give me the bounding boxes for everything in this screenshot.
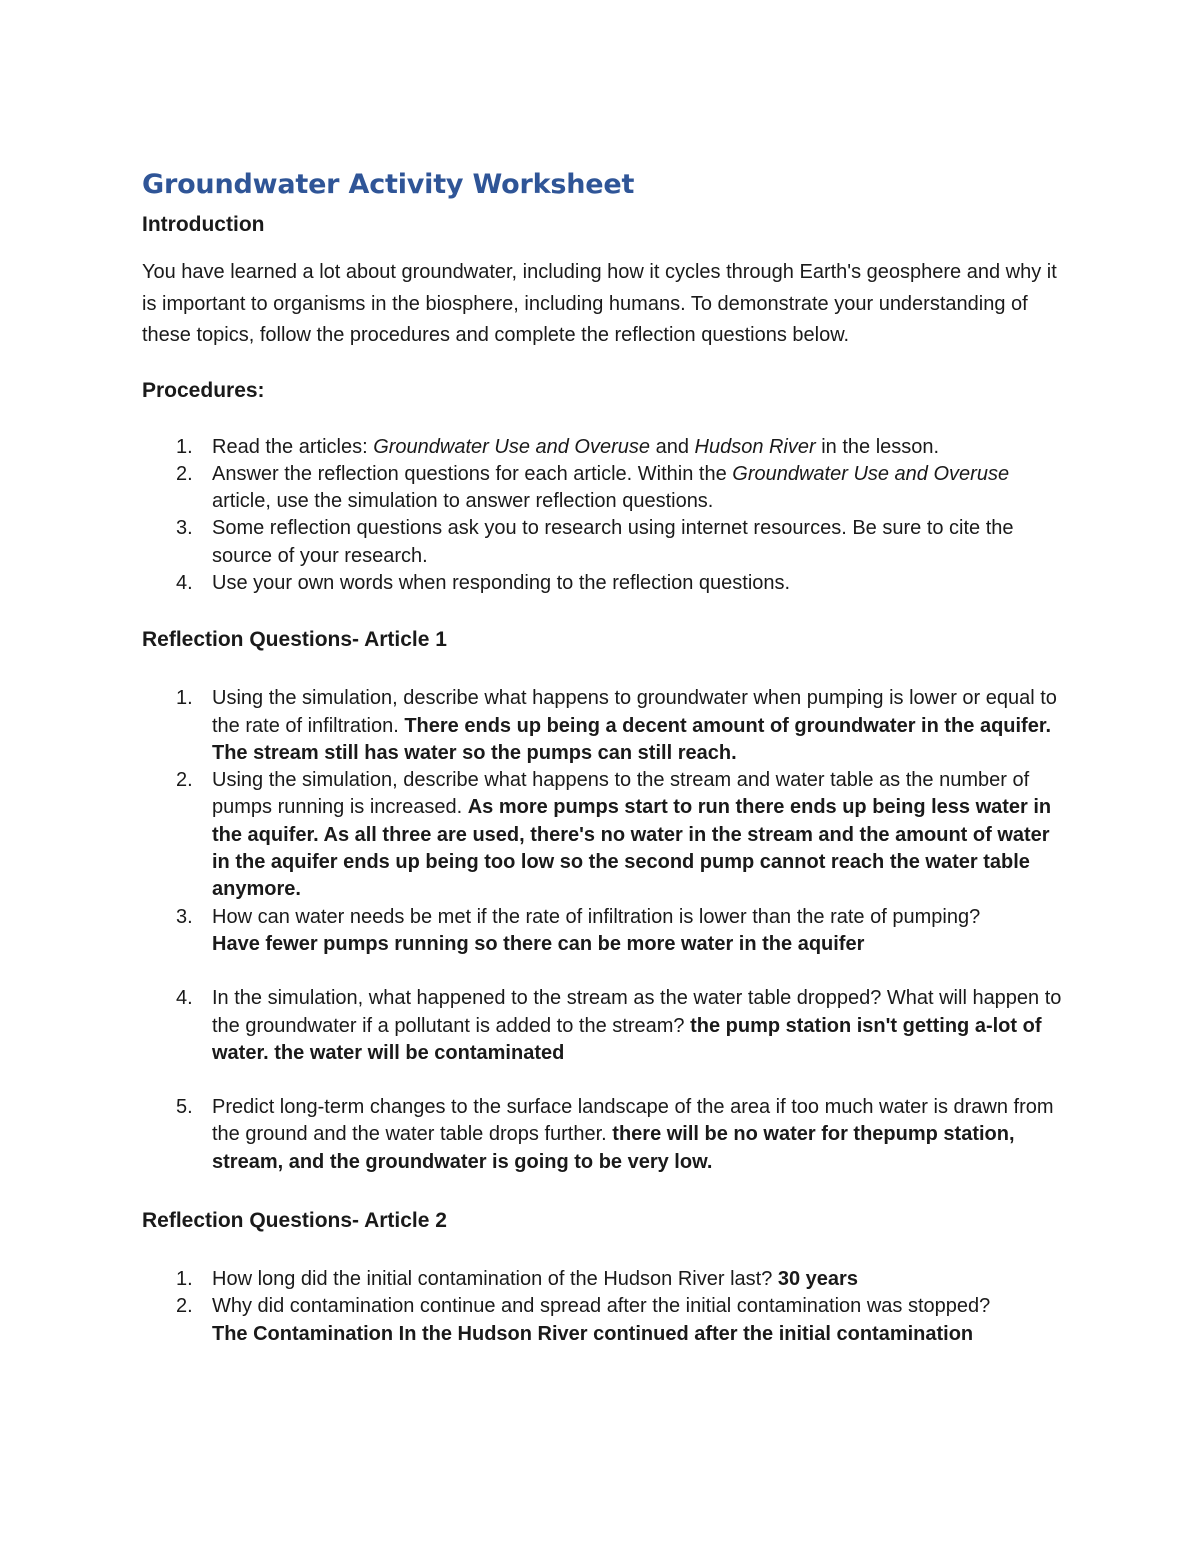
procedure-item: 2. Answer the reflection questions for each article. Within the Groundwater Use and Overuse article, use the simulation to answer reflection questions. [176, 462, 1010, 513]
question-item: 1. Using the simulation, describe what happens to groundwater when pumping is lower or equal to the rate of infiltration. There ends up being a decent amount of groundwater in the aquifer. The stream still has water so the pumps can still reach. [176, 687, 1057, 764]
question-item: 3. How can water needs be met if the rate of infiltration is lower than the rate of pumping? Have fewer pumps running so there can be more water in the aquifer [142, 904, 1062, 986]
question-item: 5. Predict long-term changes to the surface landscape of the area if too much water is drawn from the ground and the water table drops further. there will be no water for thepump station, stream, and the groundwater is going to be very low. [176, 1096, 1054, 1173]
procedures-list [142, 434, 1062, 598]
article-title: Hudson River [694, 435, 816, 458]
question-text: How long did the initial contamination of the Hudson River last? [212, 1268, 773, 1291]
worksheet-page [142, 168, 1062, 1348]
procedure-item: 3. Some reflection questions ask you to research using internet resources. Be sure to cite the source of your research. [176, 517, 1014, 567]
introduction-heading: Introduction [142, 213, 265, 236]
question-item: 2. Why did contamination continue and spread after the initial contamination was stopped? The Contamination In the Hudson River continued after the initial contamination [142, 1293, 1062, 1348]
procedures-heading: Procedures: [142, 378, 265, 402]
article1-heading: Reflection Questions- Article 1 [142, 628, 447, 652]
procedure-item: 4. Use your own words when responding to the reflection questions. [176, 571, 791, 594]
article1-questions [142, 685, 1062, 1176]
answer-text: As more pumps start to run there ends up being less water in the aquifer. As all three are used, there's no water in the stream and the amount of water in the aquifer ends up being too low so the second pump cannot reach the water table anymore. [212, 796, 1052, 901]
question-text: Using the simulation, describe what happens to the stream and water table as the number of pumps running is increased. [212, 769, 1030, 819]
question-item: 4. In the simulation, what happened to the stream as the water table dropped? What will happen to the groundwater if a pollutant is added to the stream? the pump station isn't getting a-lot of water. the water will be contaminated [176, 987, 1062, 1064]
page-title: Groundwater Activity Worksheet [142, 169, 635, 200]
article-title: Groundwater Use and Overuse [373, 435, 651, 458]
answer-text: The Contamination In the Hudson River continued after the initial contamination [212, 1322, 974, 1345]
article2-questions [142, 1266, 1062, 1348]
answer-text: There ends up being a decent amount of groundwater in the aquifer. The stream still has water so the pumps can still reach. [212, 714, 1052, 764]
question-text: Using the simulation, describe what happens to groundwater when pumping is lower or equal to the rate of infiltration. [212, 687, 1057, 737]
question-text: Predict long-term changes to the surface landscape of the area if too much water is drawn from the ground and the water table drops further. [212, 1096, 1054, 1146]
introduction-text: You have learned a lot about groundwater, including how it cycles through Earth's geosphere and why it is important to organisms in the biosphere, including humans. To demonstrate your understanding of these topics, follow the procedures and complete the reflection questions below. [142, 261, 1057, 346]
article2-heading: Reflection Questions- Article 2 [142, 1209, 447, 1233]
procedure-item: 1. Read the articles: Groundwater Use and Overuse and Hudson River in the lesson. [176, 435, 940, 458]
article-title: Groundwater Use and Overuse [732, 462, 1010, 485]
question-item: 1. How long did the initial contamination of the Hudson River last? 30 years [176, 1268, 858, 1291]
answer-text: there will be no water for thepump station, stream, and the groundwater is going to be very low. [212, 1123, 1015, 1173]
answer-text: the pump station isn't getting a-lot of water. the water will be contaminated [212, 1014, 1042, 1064]
answer-text: 30 years [777, 1268, 858, 1291]
question-item: 2. Using the simulation, describe what happens to the stream and water table as the number of pumps running is increased. As more pumps start to run there ends up being less water in the aquifer. As all three are used, there's no water in the stream and the amount of water in the aquifer ends up being too low so the second pump cannot reach the water table anymore. [176, 769, 1052, 901]
question-text: How can water needs be met if the rate of infiltration is lower than the rate of pumping? [212, 905, 981, 928]
question-text: In the simulation, what happened to the stream as the water table dropped? What will happen to the groundwater if a pollutant is added to the stream? [212, 987, 1062, 1037]
question-text: Why did contamination continue and spread after the initial contamination was stopped? [212, 1295, 991, 1318]
answer-text: Have fewer pumps running so there can be more water in the aquifer [212, 932, 865, 955]
